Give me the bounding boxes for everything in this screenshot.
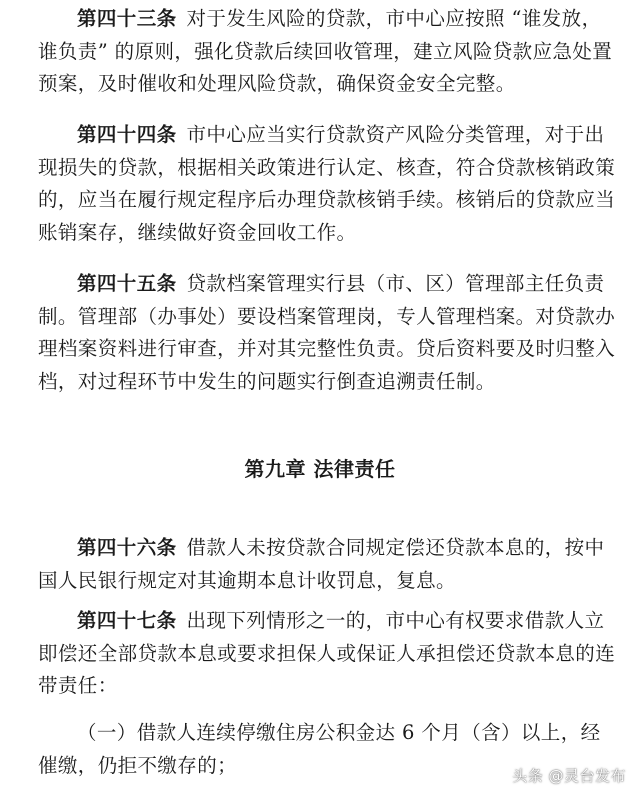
article-43-heading: 第四十三条 xyxy=(77,7,177,30)
article-46-heading: 第四十六条 xyxy=(77,536,177,559)
article-44 xyxy=(38,119,618,249)
article-46-text: 借款人未按贷款合同规定偿还贷款本息的，按中国人民银行规定对其逾期本息计收罚息，复息。 xyxy=(38,536,605,592)
article-44-text: 市中心应当实行贷款资产风险分类管理，对于出现损失的贷款，根据相关政策进行认定、核查，符合贷款核销政策的，应当在履行规定程序后办理贷款核销手续。核销后的贷款应当账销案存，继续做好资金回收工作。 xyxy=(38,123,616,244)
article-47 xyxy=(38,605,618,703)
article-45 xyxy=(38,268,618,398)
chapter-9-title: 第九章 法律责任 xyxy=(244,457,396,481)
watermark: 头条 @灵台发布 xyxy=(512,767,626,785)
article-47-heading: 第四十七条 xyxy=(77,609,177,632)
article-45-text: 贷款档案管理实行县（市、区）管理部主任负责制。管理部（办事处）要设档案管理岗，专人管理档案。对贷款办理档案资料进行审查，并对其完整性负责。贷后资料要及时归整入档，对过程环节中发生的问题实行倒查追溯责任制。 xyxy=(38,272,616,393)
article-47-item-1: （一）借款人连续停缴住房公积金达 6 个月（含）以上，经催缴，仍拒不缴存的； xyxy=(38,721,601,777)
article-46 xyxy=(38,532,618,597)
article-44-heading: 第四十四条 xyxy=(77,123,177,146)
article-47-text: 出现下列情形之一的，市中心有权要求借款人立即偿还全部贷款本息或要求担保人或保证人承担偿还贷款本息的连带责任： xyxy=(38,609,616,697)
article-45-heading: 第四十五条 xyxy=(77,272,177,295)
article-43-text: 对于发生风险的贷款，市中心应按照 “谁发放，谁负责” 的原则，强化贷款后续回收管理，建立风险贷款应急处置预案，及时催收和处理风险贷款，确保资金安全完整。 xyxy=(38,7,613,95)
article-43 xyxy=(38,3,618,101)
